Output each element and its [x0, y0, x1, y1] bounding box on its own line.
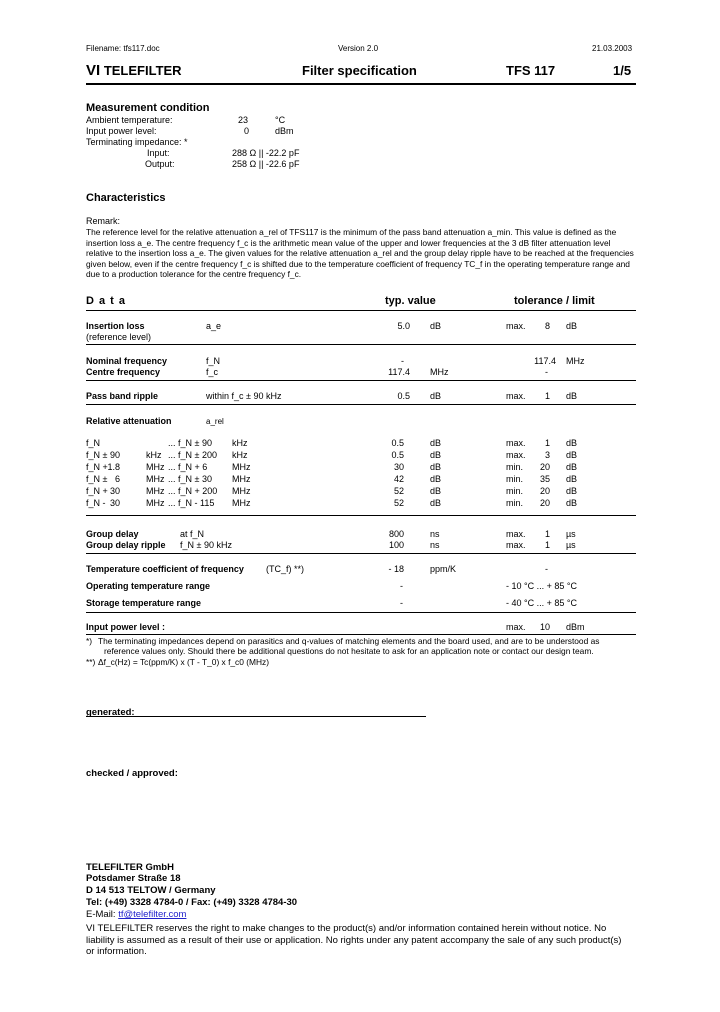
input-impedance: 288 Ω || -22.2 pF — [232, 148, 300, 158]
header-rule — [86, 83, 636, 85]
remark-line: insertion loss a_e. The centre frequency f_c is the arithmetic mean value of the upper and lower frequencies at the 3 dB filter attenuation level — [86, 237, 611, 248]
gd-limit: max. — [506, 529, 526, 539]
rel-att-c4: ... f_N ± 200 — [168, 450, 217, 460]
rel-att-c3: MHz — [146, 474, 165, 484]
rel-att-val: 20 — [539, 486, 550, 496]
rel-att-val: 35 — [539, 474, 550, 484]
email-label: E-Mail: — [86, 909, 116, 920]
pbr-unit: dB — [430, 391, 442, 401]
rel-att-c5: kHz — [232, 450, 248, 460]
rel-att-c5: MHz — [232, 498, 251, 508]
gdr-label: Group delay ripple — [86, 540, 166, 550]
rel-att-val: 20 — [539, 498, 550, 508]
footnote-2-mark: **) — [86, 657, 96, 667]
row-rule — [86, 380, 636, 381]
op-temp-typ: - — [400, 581, 403, 591]
rel-att-c4: ... f_N - 115 — [168, 498, 215, 508]
rel-att-c2: 6 — [114, 474, 120, 484]
insertion-loss-label: Insertion loss — [86, 321, 145, 331]
power-value: 0 — [244, 126, 250, 136]
rel-att-lim: max. — [506, 450, 526, 460]
remark-line: given below, even if the centre frequency f_c is shifted due to the temperature coefficient of frequency TC_f in the operating temperature range and — [86, 258, 630, 269]
il-limit-value: 8 — [544, 321, 550, 331]
st-temp-typ: - — [400, 598, 403, 608]
email-link[interactable]: tf@telefilter.com — [118, 909, 187, 920]
gdr-unit: ns — [430, 540, 440, 550]
pbr-condition: within f_c ± 90 kHz — [206, 391, 282, 401]
disclaimer-line: or information. — [86, 946, 147, 957]
footnote-1-line2: reference values only. Should there be additional questions do not hesitate to ask for an application note or contact our design team. — [104, 646, 594, 656]
tc-tol: - — [545, 564, 548, 574]
pbr-limit-value: 1 — [544, 391, 550, 401]
disclaimer-line: liability is assumed as a result of their use or application. No rights under any patent accompany the sale of any such product(s) — [86, 934, 622, 946]
pbr-limit: max. — [506, 391, 526, 401]
row-rule — [86, 612, 636, 613]
rel-att-c3: MHz — [146, 498, 165, 508]
symbol-fn: f_N — [206, 356, 221, 366]
rel-att-lim: min. — [506, 462, 524, 472]
brand-logo — [86, 62, 182, 79]
il-typ: 5.0 — [397, 321, 410, 331]
rel-att-val: 1 — [544, 438, 550, 448]
generated-signature-line[interactable] — [86, 716, 426, 717]
rel-att-c1: f_N - — [86, 498, 106, 508]
date: 21.03.2003 — [592, 44, 633, 53]
remark-text — [86, 227, 636, 280]
ambient-label: Ambient temperature: — [86, 115, 173, 125]
cf-tol: - — [545, 367, 548, 377]
gdr-typ: 100 — [388, 540, 404, 550]
rel-att-c3: MHz — [146, 486, 165, 496]
ipl-label: Input power level : — [86, 622, 166, 632]
version: Version 2.0 — [338, 44, 379, 53]
footnote-1-line1: The terminating impedances depend on parasitics and q-values of matching elements and the board used, and are to be understood as — [98, 636, 600, 646]
row-rule — [86, 634, 636, 635]
st-temp-tol: - 40 °C ... + 85 °C — [506, 598, 577, 608]
gd-label: Group delay — [86, 529, 139, 539]
table-rule — [86, 310, 636, 311]
rel-att-c1: f_N + — [86, 462, 108, 472]
rel-att-typ: 0.5 — [391, 438, 404, 448]
product-id: TFS 117 — [506, 63, 556, 78]
symbol-ae: a_e — [206, 321, 222, 331]
pbr-typ: 0.5 — [397, 391, 410, 401]
tc-symbol: (TC_f) **) — [266, 564, 304, 574]
output-label: Output: — [145, 159, 175, 169]
gd-unit: ns — [430, 529, 440, 539]
input-label: Input: — [147, 148, 170, 158]
ipl-limit: max. — [506, 622, 526, 632]
measurement-title: Measurement condition — [86, 102, 210, 114]
rel-att-c5: MHz — [232, 486, 251, 496]
disclaimer-line: VI TELEFILTER reserves the right to make changes to the product(s) and/or information contained herein without notice. No — [86, 923, 607, 934]
rel-att-lu: dB — [566, 498, 578, 508]
rel-att-typ: 42 — [393, 474, 404, 484]
il-limit-unit: dB — [566, 321, 578, 331]
pbr-limit-unit: dB — [566, 391, 578, 401]
footnote-1-mark: *) — [86, 636, 93, 646]
op-temp-label: Operating temperature range — [86, 581, 211, 591]
gdr-limit: max. — [506, 540, 526, 550]
rel-att-lu: dB — [566, 450, 578, 460]
terminating-label: Terminating impedance: * — [86, 137, 188, 147]
rel-att-lim: max. — [506, 438, 526, 448]
ambient-unit: °C — [275, 115, 286, 125]
table-head-data: D a t a — [86, 295, 127, 307]
rel-att-u: dB — [430, 498, 442, 508]
rel-att-c1: f_N ± — [86, 450, 108, 460]
gd-condition: at f_N — [180, 529, 205, 539]
gd-limit-unit: µs — [566, 529, 576, 539]
rel-att-lu: dB — [566, 438, 578, 448]
ipl-limit-unit: dBm — [566, 622, 585, 632]
tc-label: Temperature coefficient of frequency — [86, 564, 244, 574]
remark-line: relative to the insertion loss a_e. The given values for the relative attenuation a_rel and the group delay ripple have to be reached at the frequencies — [86, 248, 634, 258]
rel-att-lu: dB — [566, 474, 578, 484]
rel-att-val: 3 — [544, 450, 550, 460]
rel-att-lim: min. — [506, 486, 524, 496]
characteristics-title: Characteristics — [86, 192, 166, 204]
reference-level-label: (reference level) — [86, 332, 152, 342]
il-unit: dB — [430, 321, 442, 331]
doc-title: Filter specification — [302, 63, 417, 78]
rel-att-c4: ... f_N + 200 — [168, 486, 218, 496]
st-temp-label: Storage temperature range — [86, 598, 202, 608]
rel-att-typ: 0.5 — [391, 450, 404, 460]
gd-limit-value: 1 — [544, 529, 550, 539]
cf-typ: 117.4 — [388, 367, 410, 377]
nf-unit: MHz — [566, 356, 585, 366]
nf-typ: - — [401, 356, 404, 366]
company-street: Potsdamer Straße 18 — [86, 873, 181, 884]
company-name: TELEFILTER GmbH — [86, 862, 174, 873]
op-temp-tol: - 10 °C ... + 85 °C — [506, 581, 577, 591]
generated-label: generated: — [86, 707, 135, 718]
table-head-typ: typ. value — [385, 295, 436, 307]
gdr-limit-unit: µs — [566, 540, 576, 550]
rel-att-u: dB — [430, 450, 442, 460]
rel-att-lu: dB — [566, 462, 578, 472]
brand-vi: VI — [86, 62, 101, 79]
table-head-tolerance: tolerance / limit — [514, 295, 595, 307]
rel-att-typ: 30 — [393, 462, 404, 472]
row-rule — [86, 344, 636, 345]
email-row — [86, 909, 186, 920]
symbol-fc: f_c — [206, 367, 219, 377]
rel-att-c2: 30 — [109, 498, 120, 508]
rel-att-c1: f_N ± — [86, 474, 108, 484]
tc-unit: ppm/K — [430, 564, 457, 574]
symbol-arel: a_rel — [206, 417, 224, 426]
rel-att-c3: MHz — [146, 462, 165, 472]
rel-att-lim: min. — [506, 474, 524, 484]
nominal-freq-label: Nominal frequency — [86, 356, 168, 366]
remark-title: Remark: — [86, 216, 121, 226]
nf-value: 117.4 — [534, 356, 556, 366]
rel-att-lim: min. — [506, 498, 524, 508]
rel-att-u: dB — [430, 438, 442, 448]
remark-line: due to a production tolerance for the centre frequency f_c. — [86, 269, 302, 279]
rel-att-c2: 1.8 — [107, 462, 120, 472]
company-city: D 14 513 TELTOW / Germany — [86, 885, 216, 896]
remark-line: The reference level for the relative attenuation a_rel of TFS117 is the minimum of the pass band attenuation a_min. This value is defined as the — [86, 227, 617, 237]
company-phone: Tel: (+49) 3328 4784-0 / Fax: (+49) 3328 4784-30 — [86, 897, 298, 908]
output-impedance: 258 Ω || -22.6 pF — [232, 159, 300, 169]
row-rule — [86, 553, 636, 554]
rel-att-c5: kHz — [232, 438, 248, 448]
rel-att-c2: 90 — [109, 450, 120, 460]
checked-approved-label: checked / approved: — [86, 768, 178, 779]
rel-att-c4: ... f_N ± 90 — [168, 438, 212, 448]
footnote-2-text: Δf_c(Hz) = Tc(ppm/K) x (T - T_0) x f_c0 (MHz) — [98, 657, 270, 667]
rel-att-lu: dB — [566, 486, 578, 496]
pbr-label: Pass band ripple — [86, 391, 159, 401]
rel-att-typ: 52 — [393, 498, 404, 508]
centre-freq-label: Centre frequency — [86, 367, 161, 377]
rel-att-typ: 52 — [393, 486, 404, 496]
tc-typ: - 18 — [388, 564, 404, 574]
power-unit: dBm — [275, 126, 294, 136]
ambient-value: 23 — [238, 115, 249, 125]
row-rule — [86, 404, 636, 405]
power-label: Input power level: — [86, 126, 157, 136]
gdr-condition: f_N ± 90 kHz — [180, 540, 232, 550]
filename: Filename: tfs117.doc — [86, 44, 160, 53]
brand-name: TELEFILTER — [103, 63, 182, 78]
ipl-limit-value: 10 — [539, 622, 550, 632]
disclaimer — [86, 923, 621, 958]
page-number: 1/5 — [613, 63, 632, 78]
cf-unit: MHz — [430, 367, 449, 377]
rel-att-u: dB — [430, 474, 442, 484]
rel-att-c3: kHz — [146, 450, 162, 460]
gd-typ: 800 — [388, 529, 404, 539]
rel-att-c1: f_N — [86, 438, 101, 448]
rel-att-c2: 30 — [109, 486, 120, 496]
il-limit: max. — [506, 321, 526, 331]
rel-att-c5: MHz — [232, 474, 251, 484]
rel-att-u: dB — [430, 462, 442, 472]
rel-att-u: dB — [430, 486, 442, 496]
rel-att-val: 20 — [539, 462, 550, 472]
rel-att-c4: ... f_N + 6 — [168, 462, 208, 472]
row-rule — [86, 515, 636, 516]
rel-att-c4: ... f_N ± 30 — [168, 474, 212, 484]
rel-att-label: Relative attenuation — [86, 416, 172, 426]
gdr-limit-value: 1 — [544, 540, 550, 550]
rel-att-c1: f_N + — [86, 486, 108, 496]
rel-att-c5: MHz — [232, 462, 251, 472]
